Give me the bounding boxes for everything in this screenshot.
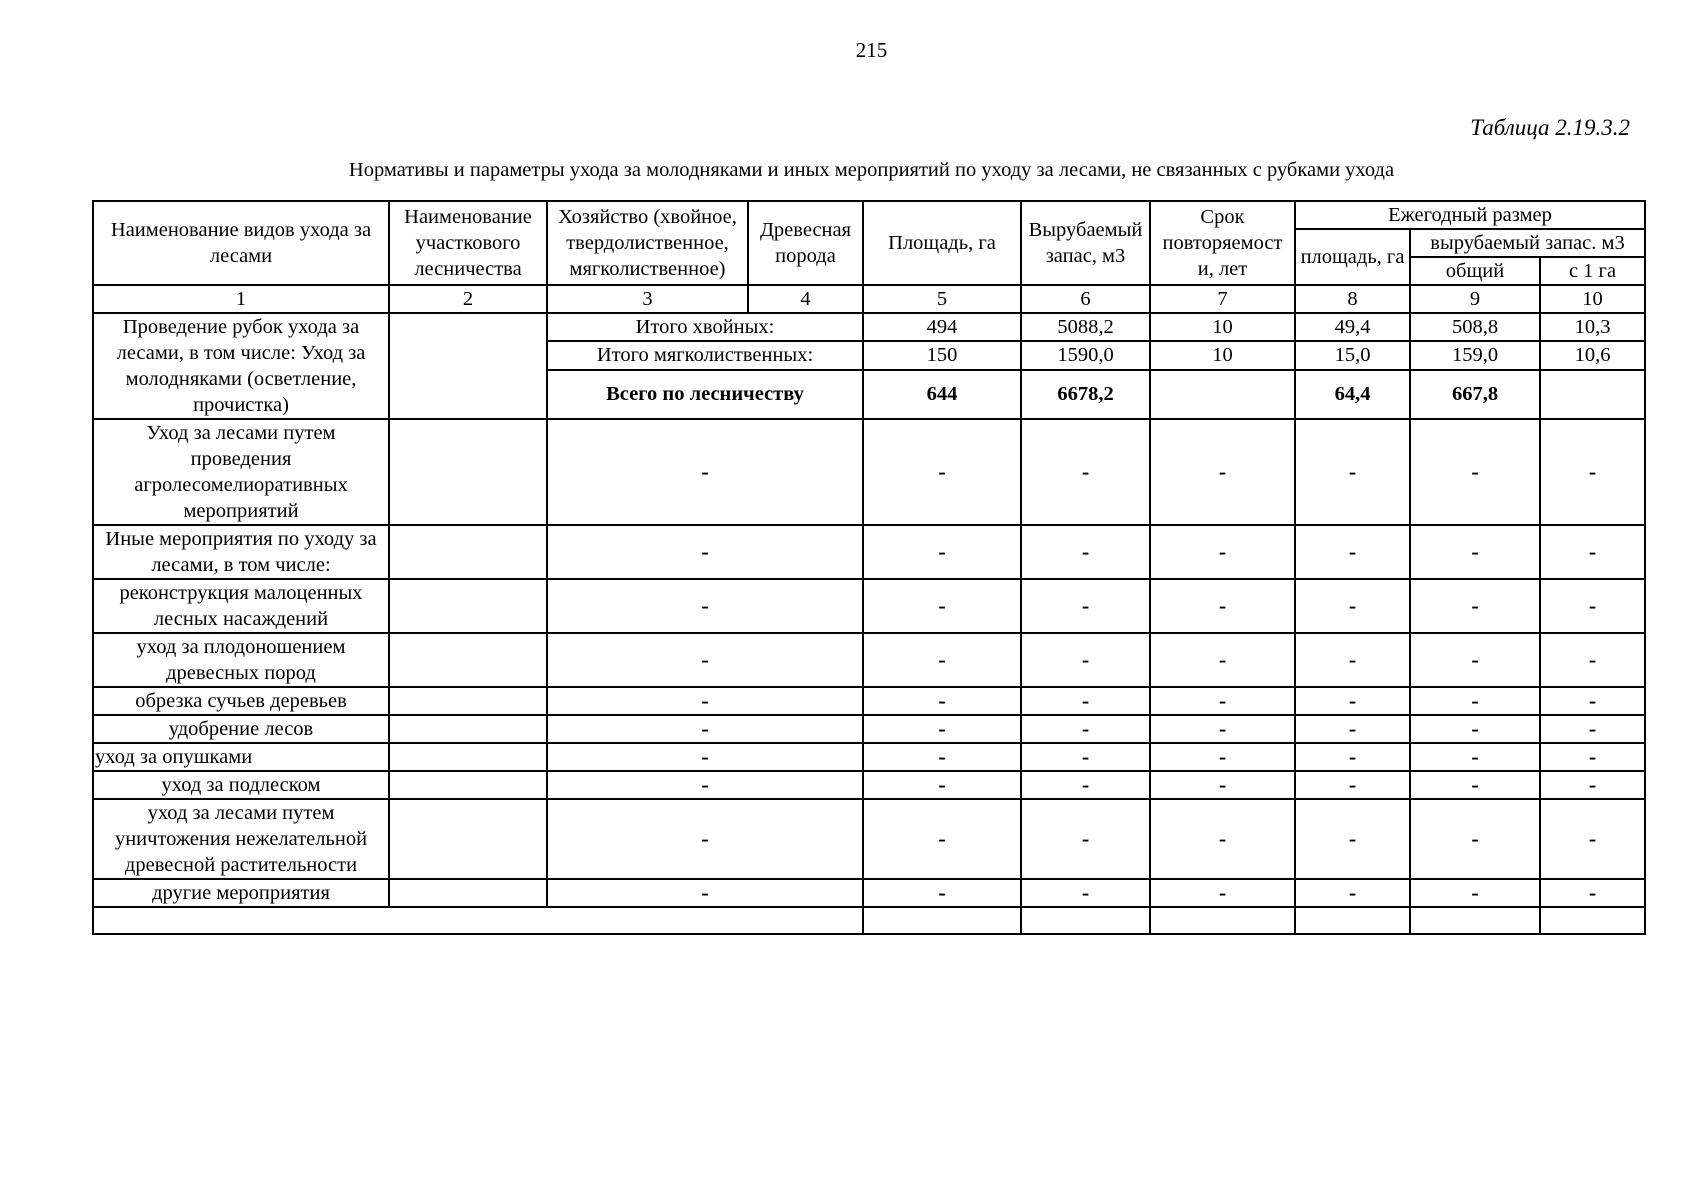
cell-dash: - <box>1410 525 1540 579</box>
cell-dash: - <box>1295 633 1410 687</box>
table-row <box>93 687 1645 715</box>
cell-dash: - <box>1150 525 1295 579</box>
row-forestry <box>389 879 547 907</box>
cell-dash: - <box>1021 579 1150 633</box>
table-row <box>93 879 1645 907</box>
header-economy: Хозяйство (хвойное, твердолиственное, мягколиственное) <box>547 201 748 285</box>
cell-dash: - <box>863 419 1021 525</box>
cell-dash: - <box>863 743 1021 771</box>
cell-empty <box>863 907 1021 934</box>
cell-annual-total: 667,8 <box>1410 370 1540 419</box>
row-forestry <box>389 771 547 799</box>
cell-dash: - <box>1295 879 1410 907</box>
cell-dash: - <box>863 879 1021 907</box>
row-name: другие мероприятия <box>93 879 389 907</box>
cell-dash: - <box>1150 743 1295 771</box>
col-num: 10 <box>1540 285 1645 313</box>
cell-dash: - <box>1150 419 1295 525</box>
cell-dash: - <box>547 715 863 743</box>
cell-dash: - <box>1021 799 1150 879</box>
row-name: обрезка сучьев деревьев <box>93 687 389 715</box>
cell-dash: - <box>1410 687 1540 715</box>
table-row <box>93 799 1645 879</box>
cell-dash: - <box>1410 771 1540 799</box>
cell-dash: - <box>1540 771 1645 799</box>
cell-dash: - <box>547 879 863 907</box>
cell-volume: 5088,2 <box>1021 313 1150 341</box>
cell-dash: - <box>547 579 863 633</box>
cell-dash: - <box>1540 743 1645 771</box>
cell-period <box>1150 370 1295 419</box>
cell-dash: - <box>863 633 1021 687</box>
cell-annual-per-ha: 10,6 <box>1540 341 1645 369</box>
row-forestry <box>389 799 547 879</box>
cell-area: 150 <box>863 341 1021 369</box>
cell-dash: - <box>1021 687 1150 715</box>
cell-dash: - <box>1295 525 1410 579</box>
cell-empty <box>93 907 863 934</box>
cell-empty <box>1410 907 1540 934</box>
cell-annual-per-ha <box>1540 370 1645 419</box>
cell-dash: - <box>863 687 1021 715</box>
cell-dash: - <box>547 771 863 799</box>
table-label: Таблица 2.19.3.2 <box>1470 115 1630 140</box>
cell-dash: - <box>547 525 863 579</box>
row-forestry <box>389 743 547 771</box>
row-forestry <box>389 687 547 715</box>
cell-period: 10 <box>1150 313 1295 341</box>
cell-dash: - <box>547 687 863 715</box>
cell-dash: - <box>1410 579 1540 633</box>
row-label: Итого мягколиственных: <box>547 341 863 369</box>
header-annual-area: площадь, га <box>1295 229 1410 285</box>
cell-dash: - <box>1021 879 1150 907</box>
cell-dash: - <box>1410 715 1540 743</box>
cell-dash: - <box>1295 743 1410 771</box>
row-name: Иные мероприятия по уходу за лесами, в том числе: <box>93 525 389 579</box>
cell-area: 494 <box>863 313 1021 341</box>
cell-dash: - <box>1540 633 1645 687</box>
cell-dash: - <box>863 525 1021 579</box>
cell-dash: - <box>1540 799 1645 879</box>
cell-dash: - <box>1295 419 1410 525</box>
row-forestry <box>389 579 547 633</box>
cell-dash: - <box>1021 633 1150 687</box>
row-forestry <box>389 633 547 687</box>
header-forestry: Наименование участкового лесничества <box>389 201 547 285</box>
row-name: уход за опушками <box>93 743 389 771</box>
header-per-ha: с 1 га <box>1540 257 1645 285</box>
cell-dash: - <box>1410 743 1540 771</box>
cell-dash: - <box>1540 687 1645 715</box>
col-num: 6 <box>1021 285 1150 313</box>
cell-dash: - <box>547 743 863 771</box>
cell-dash: - <box>547 799 863 879</box>
table-row-empty <box>93 907 1645 934</box>
table-row <box>93 743 1645 771</box>
cell-dash: - <box>547 633 863 687</box>
col-num: 7 <box>1150 285 1295 313</box>
header-care-type: Наименование видов ухода за лесами <box>93 201 389 285</box>
cell-annual-area: 15,0 <box>1295 341 1410 369</box>
cell-dash: - <box>1021 715 1150 743</box>
row-name: уход за лесами путем уничтожения нежелательной древесной растительности <box>93 799 389 879</box>
header-row <box>93 201 1645 229</box>
cell-dash: - <box>547 419 863 525</box>
cell-empty <box>1295 907 1410 934</box>
row-forestry <box>389 715 547 743</box>
cell-dash: - <box>1295 771 1410 799</box>
cell-dash: - <box>1540 525 1645 579</box>
cell-dash: - <box>1540 579 1645 633</box>
cell-dash: - <box>1410 633 1540 687</box>
col-num: 8 <box>1295 285 1410 313</box>
table-row <box>93 715 1645 743</box>
cell-empty <box>1540 907 1645 934</box>
table-row <box>93 771 1645 799</box>
header-annual: Ежегодный размер <box>1295 201 1645 229</box>
header-species: Древесная порода <box>748 201 863 285</box>
row-name: уход за подлеском <box>93 771 389 799</box>
row-name: реконструкция малоценных лесных насаждений <box>93 579 389 633</box>
cell-volume: 6678,2 <box>1021 370 1150 419</box>
header-volume: Вырубаемый запас, м3 <box>1021 201 1150 285</box>
cell-period: 10 <box>1150 341 1295 369</box>
table-row <box>93 313 1645 341</box>
cell-annual-area: 64,4 <box>1295 370 1410 419</box>
row-label: Всего по лесничеству <box>547 370 863 419</box>
cell-dash: - <box>1295 579 1410 633</box>
table-row <box>93 633 1645 687</box>
header-period: Срок повторяемост и, лет <box>1150 201 1295 285</box>
header-annual-volume: вырубаемый запас. м3 <box>1410 229 1645 257</box>
cell-annual-per-ha: 10,3 <box>1540 313 1645 341</box>
cell-dash: - <box>1150 715 1295 743</box>
table-row <box>93 419 1645 525</box>
cell-dash: - <box>1021 419 1150 525</box>
cell-dash: - <box>1150 687 1295 715</box>
row-forestry <box>389 313 547 419</box>
row-name: Проведение рубок ухода за лесами, в том числе: Уход за молодняками (осветление, прочистка) <box>93 313 389 419</box>
cell-dash: - <box>863 799 1021 879</box>
cell-empty <box>1150 907 1295 934</box>
page-number: 215 <box>855 38 888 62</box>
cell-volume: 1590,0 <box>1021 341 1150 369</box>
cell-dash: - <box>1295 799 1410 879</box>
cell-dash: - <box>1021 771 1150 799</box>
cell-dash: - <box>1295 715 1410 743</box>
cell-dash: - <box>1410 799 1540 879</box>
header-area: Площадь, га <box>863 201 1021 285</box>
table-title: Нормативы и параметры ухода за молодняками и иных мероприятий по уходу за лесами, не связанных с рубками ухода <box>348 159 1395 181</box>
cell-annual-total: 159,0 <box>1410 341 1540 369</box>
cell-dash: - <box>1021 525 1150 579</box>
cell-empty <box>1021 907 1150 934</box>
col-num: 3 <box>547 285 748 313</box>
cell-dash: - <box>1150 579 1295 633</box>
row-name: удобрение лесов <box>93 715 389 743</box>
cell-dash: - <box>1410 419 1540 525</box>
col-num: 4 <box>748 285 863 313</box>
cell-dash: - <box>1540 879 1645 907</box>
cell-area: 644 <box>863 370 1021 419</box>
cell-dash: - <box>863 771 1021 799</box>
cell-dash: - <box>1150 879 1295 907</box>
col-num: 5 <box>863 285 1021 313</box>
cell-dash: - <box>1295 687 1410 715</box>
cell-dash: - <box>1150 633 1295 687</box>
cell-dash: - <box>1540 419 1645 525</box>
cell-dash: - <box>863 579 1021 633</box>
cell-dash: - <box>1150 771 1295 799</box>
table-row <box>93 579 1645 633</box>
cell-dash: - <box>1410 879 1540 907</box>
table-row <box>93 525 1645 579</box>
cell-annual-area: 49,4 <box>1295 313 1410 341</box>
row-label: Итого хвойных: <box>547 313 863 341</box>
cell-dash: - <box>1150 799 1295 879</box>
row-name: Уход за лесами путем проведения агролесомелиоративных мероприятий <box>93 419 389 525</box>
row-name: уход за плодоношением древесных пород <box>93 633 389 687</box>
forest-care-table <box>92 200 1646 935</box>
row-forestry <box>389 525 547 579</box>
column-number-row <box>93 285 1645 313</box>
cell-dash: - <box>1540 715 1645 743</box>
header-total: общий <box>1410 257 1540 285</box>
cell-dash: - <box>1021 743 1150 771</box>
col-num: 1 <box>93 285 389 313</box>
cell-dash: - <box>863 715 1021 743</box>
col-num: 9 <box>1410 285 1540 313</box>
cell-annual-total: 508,8 <box>1410 313 1540 341</box>
row-forestry <box>389 419 547 525</box>
col-num: 2 <box>389 285 547 313</box>
